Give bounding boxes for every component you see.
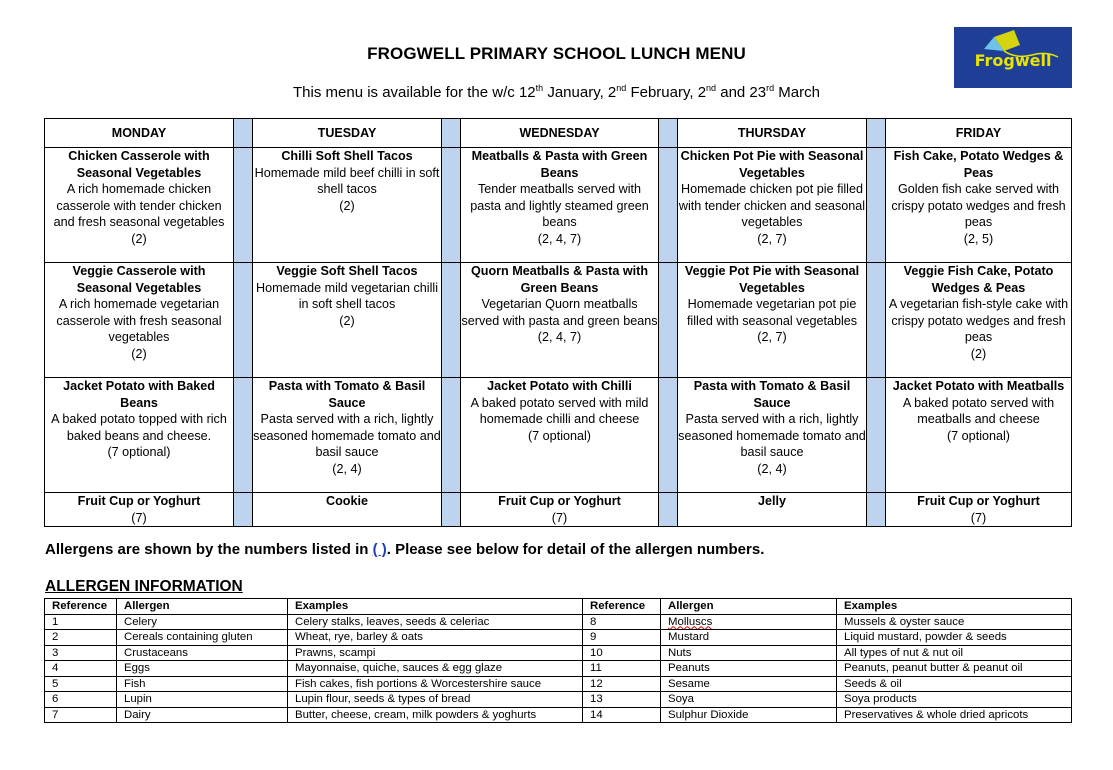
column-separator xyxy=(867,119,886,148)
menu-cell xyxy=(461,493,659,527)
allergen-row xyxy=(45,676,1072,692)
allergen-cell xyxy=(288,692,583,708)
allergen-cell xyxy=(117,661,288,677)
allergen-cell xyxy=(583,614,661,630)
dish-description: A rich homemade chicken casserole with tender chicken and fresh seasonal vegetables xyxy=(53,182,225,229)
dish-name: Veggie Fish Cake, Potato Wedges & Peas xyxy=(903,264,1054,295)
allergen-col-header: Reference xyxy=(45,599,117,615)
column-separator xyxy=(867,493,886,527)
allergen-cell xyxy=(583,692,661,708)
dish-allergens: (7 optional) xyxy=(107,445,171,459)
allergen-cell xyxy=(45,692,117,708)
allergen-cell xyxy=(288,614,583,630)
menu-cell xyxy=(886,263,1072,378)
allergen-cell xyxy=(45,645,117,661)
allergen-cell-text: Prawns, scampi xyxy=(295,646,376,659)
allergen-cell xyxy=(288,661,583,677)
column-separator xyxy=(442,148,461,263)
dish-name: Chilli Soft Shell Tacos xyxy=(281,149,413,163)
menu-cell xyxy=(461,378,659,493)
menu-row xyxy=(45,378,1072,493)
allergen-cell-text: 1 xyxy=(52,615,59,628)
column-separator xyxy=(867,378,886,493)
dish-allergens: (2, 4, 7) xyxy=(537,231,582,246)
menu-cell xyxy=(45,378,234,493)
allergen-cell-text: Eggs xyxy=(124,662,150,674)
allergen-cell-text: 6 xyxy=(52,693,59,705)
dish-allergens: (7) xyxy=(551,510,568,525)
column-separator xyxy=(442,263,461,378)
column-separator xyxy=(867,148,886,263)
allergen-row xyxy=(45,707,1072,723)
menu-cell xyxy=(678,263,867,378)
menu-cell xyxy=(461,263,659,378)
dish-description: Homemade chicken pot pie filled with tender chicken and seasonal vegetables xyxy=(678,182,866,229)
allergen-cell xyxy=(45,707,117,723)
allergen-note: Allergens are shown by the numbers listed in ( ). Please see below for detail of the allergen numbers. xyxy=(45,541,765,558)
allergen-col-header: Reference xyxy=(583,599,661,615)
allergen-cell-text: Celery stalks, leaves, seeds & celeriac xyxy=(295,615,490,628)
column-separator xyxy=(234,148,253,263)
allergen-cell-text: All types of nut & nut oil xyxy=(844,646,964,659)
dish-allergens: (2, 4) xyxy=(757,461,787,476)
dish-description: Pasta served with a rich, lightly seasoned homemade tomato and basil sauce xyxy=(253,412,441,459)
dish-description: A rich homemade vegetarian casserole with fresh seasonal vegetables xyxy=(56,297,222,344)
dish-name: Cookie xyxy=(326,494,368,508)
column-separator xyxy=(659,148,678,263)
allergen-cell-text: Mustard xyxy=(668,631,710,643)
menu-header-row xyxy=(45,119,1072,148)
dish-name: Chicken Pot Pie with Seasonal Vegetables xyxy=(680,149,864,180)
allergen-cell xyxy=(117,692,288,708)
dish-name: Veggie Casserole with Seasonal Vegetables xyxy=(72,264,206,295)
allergen-cell xyxy=(288,676,583,692)
day-header: FRIDAY xyxy=(886,119,1072,148)
allergen-cell-text: 10 xyxy=(590,646,603,659)
allergen-cell xyxy=(661,614,837,630)
allergen-cell xyxy=(837,692,1072,708)
column-separator xyxy=(234,263,253,378)
dish-allergens: (7 optional) xyxy=(527,428,591,443)
allergen-cell xyxy=(45,661,117,677)
allergen-cell xyxy=(45,614,117,630)
allergen-cell xyxy=(661,661,837,677)
allergen-cell-text: Fish cakes, fish portions & Worcestershire sauce xyxy=(295,677,542,690)
allergen-cell-text: Nuts xyxy=(668,646,692,659)
allergen-cell-text: 2 xyxy=(52,631,59,643)
allergen-cell-text: Liquid mustard, powder & seeds xyxy=(844,631,1007,643)
column-separator xyxy=(659,263,678,378)
menu-cell xyxy=(45,263,234,378)
allergen-row xyxy=(45,692,1072,708)
allergen-cell-text: Soya products xyxy=(844,693,917,705)
dish-name: Meatballs & Pasta with Green Beans xyxy=(471,149,648,180)
day-header: THURSDAY xyxy=(678,119,867,148)
dish-name: Veggie Soft Shell Tacos xyxy=(276,264,418,278)
allergen-cell xyxy=(661,645,837,661)
allergen-cell xyxy=(45,676,117,692)
dish-allergens: (2, 7) xyxy=(757,330,787,344)
column-separator xyxy=(442,119,461,148)
allergen-cell xyxy=(661,707,837,723)
allergen-cell-text: Crustaceans xyxy=(124,646,188,659)
menu-cell xyxy=(886,148,1072,263)
allergen-cell xyxy=(661,630,837,646)
allergen-cell xyxy=(661,676,837,692)
dish-allergens: (2) xyxy=(339,198,355,213)
allergen-cell-text: Peanuts, peanut butter & peanut oil xyxy=(844,662,1023,674)
allergen-cell-text: Cereals containing gluten xyxy=(124,631,253,643)
dish-name: Pasta with Tomato & Basil Sauce xyxy=(693,379,851,410)
allergen-heading: ALLERGEN INFORMATION xyxy=(45,578,243,595)
menu-row xyxy=(45,263,1072,378)
column-separator xyxy=(659,378,678,493)
allergen-cell xyxy=(583,630,661,646)
column-separator xyxy=(442,493,461,527)
allergen-row xyxy=(45,645,1072,661)
allergen-cell-text: 3 xyxy=(52,646,59,659)
dish-name: Jacket Potato with Meatballs xyxy=(892,379,1065,393)
allergen-cell xyxy=(583,676,661,692)
allergen-cell xyxy=(837,676,1072,692)
column-separator xyxy=(442,378,461,493)
allergen-cell xyxy=(837,661,1072,677)
dish-description: Homemade mild beef chilli in soft shell tacos xyxy=(254,165,440,196)
allergen-cell-text: Seeds & oil xyxy=(844,677,902,690)
allergen-cell-text: Celery xyxy=(124,615,157,628)
menu-row xyxy=(45,148,1072,263)
dish-description: Vegetarian Quorn meatballs served with pasta and green beans xyxy=(461,297,658,328)
allergen-header-row xyxy=(45,599,1072,615)
menu-cell xyxy=(886,378,1072,493)
allergen-cell xyxy=(117,630,288,646)
dish-name: Fruit Cup or Yoghurt xyxy=(917,494,1040,508)
allergen-cell xyxy=(583,645,661,661)
allergen-cell-text: Soya xyxy=(668,693,694,705)
allergen-cell-text: 8 xyxy=(590,615,597,628)
dish-allergens: (7) xyxy=(970,510,987,525)
dish-allergens: (2) xyxy=(970,346,987,361)
allergen-cell-text: Wheat, rye, barley & oats xyxy=(295,631,423,643)
menu-cell xyxy=(45,148,234,263)
menu-cell xyxy=(678,493,867,527)
allergen-cell xyxy=(117,614,288,630)
allergen-cell-text: 5 xyxy=(52,677,59,690)
dish-name: Fruit Cup or Yoghurt xyxy=(77,494,201,508)
dish-description: A vegetarian fish-style cake with crispy potato wedges and fresh peas xyxy=(888,297,1069,344)
allergen-col-header: Examples xyxy=(837,599,1072,615)
allergen-cell xyxy=(661,692,837,708)
day-header: WEDNESDAY xyxy=(461,119,659,148)
allergen-cell-text: Butter, cheese, cream, milk powders & yoghurts xyxy=(295,708,537,721)
column-separator xyxy=(234,493,253,527)
allergen-cell-text: 7 xyxy=(52,708,59,721)
dish-allergens: (2, 7) xyxy=(757,231,787,246)
allergen-cell-text: Dairy xyxy=(124,708,151,721)
allergen-cell xyxy=(288,645,583,661)
allergen-cell-text: Mayonnaise, quiche, sauces & egg glaze xyxy=(295,662,503,674)
allergen-row xyxy=(45,630,1072,646)
allergen-cell-text: Mussels & oyster sauce xyxy=(844,615,965,628)
allergen-cell xyxy=(45,630,117,646)
menu-cell xyxy=(678,148,867,263)
dish-allergens: (2) xyxy=(339,313,355,328)
allergen-cell xyxy=(837,614,1072,630)
allergen-cell-text: 14 xyxy=(590,708,603,721)
dish-description: Homemade vegetarian pot pie filled with seasonal vegetables xyxy=(686,297,858,328)
dish-description: A baked potato served with meatballs and cheese xyxy=(902,395,1055,426)
dish-allergens: (7 optional) xyxy=(946,428,1010,443)
dish-description: Homemade mild vegetarian chilli in soft shell tacos xyxy=(256,280,438,311)
allergen-cell-text: Lupin xyxy=(124,693,152,705)
menu-cell xyxy=(678,378,867,493)
column-separator xyxy=(659,493,678,527)
page-subtitle: This menu is available for the w/c 12th January, 2nd February, 2nd and 23rd March xyxy=(293,83,820,101)
menu-cell xyxy=(461,148,659,263)
school-logo xyxy=(954,27,1072,88)
allergen-cell-text: Peanuts xyxy=(668,662,710,674)
dish-name: Chicken Casserole with Seasonal Vegetables xyxy=(68,149,210,180)
allergen-table xyxy=(44,598,1072,723)
allergen-cell xyxy=(583,661,661,677)
dish-name: Fruit Cup or Yoghurt xyxy=(498,494,621,508)
allergen-cell xyxy=(288,630,583,646)
dish-name: Veggie Pot Pie with Seasonal Vegetables xyxy=(684,264,860,295)
allergen-cell-text: Molluscs xyxy=(668,615,713,628)
allergen-cell-text: Preservatives & whole dried apricots xyxy=(844,708,1029,721)
dish-description: Tender meatballs served with pasta and lightly steamed green beans xyxy=(470,182,649,229)
dish-name: Jacket Potato with Chilli xyxy=(487,379,632,393)
column-separator xyxy=(234,119,253,148)
allergen-cell-text: 4 xyxy=(52,662,59,674)
dish-allergens: (7) xyxy=(131,510,147,525)
allergen-col-header: Examples xyxy=(288,599,583,615)
menu-cell xyxy=(253,263,442,378)
allergen-cell-text: Sulphur Dioxide xyxy=(668,708,749,721)
menu-cell xyxy=(253,493,442,527)
allergen-cell-text: Lupin flour, seeds & types of bread xyxy=(295,693,471,705)
allergen-cell-text: Sesame xyxy=(668,677,710,690)
allergen-cell-text: 12 xyxy=(590,677,603,690)
dish-allergens: (2, 4, 7) xyxy=(537,330,582,344)
allergen-cell xyxy=(583,707,661,723)
day-header: MONDAY xyxy=(45,119,234,148)
column-separator xyxy=(234,378,253,493)
allergen-cell xyxy=(837,630,1072,646)
allergen-cell xyxy=(837,707,1072,723)
dish-allergens: (2) xyxy=(131,231,147,246)
dish-name: Fish Cake, Potato Wedges & Peas xyxy=(893,149,1064,180)
logo-text: Frogwell xyxy=(974,51,1052,70)
dish-name: Pasta with Tomato & Basil Sauce xyxy=(268,379,426,410)
allergen-cell-text: 11 xyxy=(590,662,602,674)
allergen-row xyxy=(45,661,1072,677)
lunch-menu-table xyxy=(44,118,1072,527)
allergen-cell-text: Fish xyxy=(124,677,146,690)
allergen-col-header: Allergen xyxy=(117,599,288,615)
dish-description: A baked potato served with mild homemade chilli and cheese xyxy=(470,395,649,426)
menu-cell xyxy=(886,493,1072,527)
day-header: TUESDAY xyxy=(253,119,442,148)
allergen-col-header: Allergen xyxy=(661,599,837,615)
column-separator xyxy=(659,119,678,148)
allergen-cell xyxy=(117,676,288,692)
dish-description: A baked potato topped with rich baked beans and cheese. xyxy=(51,412,227,443)
dish-name: Quorn Meatballs & Pasta with Green Beans xyxy=(470,264,649,295)
allergen-cell-text: 9 xyxy=(590,631,597,643)
dish-description: Pasta served with a rich, lightly seasoned homemade tomato and basil sauce xyxy=(678,412,866,459)
menu-cell xyxy=(45,493,234,527)
menu-cell xyxy=(253,148,442,263)
column-separator xyxy=(867,263,886,378)
dish-allergens: (2, 5) xyxy=(963,231,994,246)
dish-name: Jelly xyxy=(757,494,786,508)
allergen-row xyxy=(45,614,1072,630)
dish-allergens: (2) xyxy=(131,346,147,361)
dish-allergens: (2, 4) xyxy=(332,461,362,476)
menu-row xyxy=(45,493,1072,527)
allergen-cell-text: 13 xyxy=(590,693,603,705)
allergen-cell xyxy=(117,645,288,661)
page-title: FROGWELL PRIMARY SCHOOL LUNCH MENU xyxy=(367,44,746,63)
allergen-paren-link[interactable]: ( ) xyxy=(372,541,387,558)
menu-cell xyxy=(253,378,442,493)
dish-description: Golden fish cake served with crispy potato wedges and fresh peas xyxy=(891,182,1066,229)
allergen-cell xyxy=(288,707,583,723)
dish-name: Jacket Potato with Baked Beans xyxy=(63,379,215,410)
allergen-cell xyxy=(837,645,1072,661)
allergen-cell xyxy=(117,707,288,723)
